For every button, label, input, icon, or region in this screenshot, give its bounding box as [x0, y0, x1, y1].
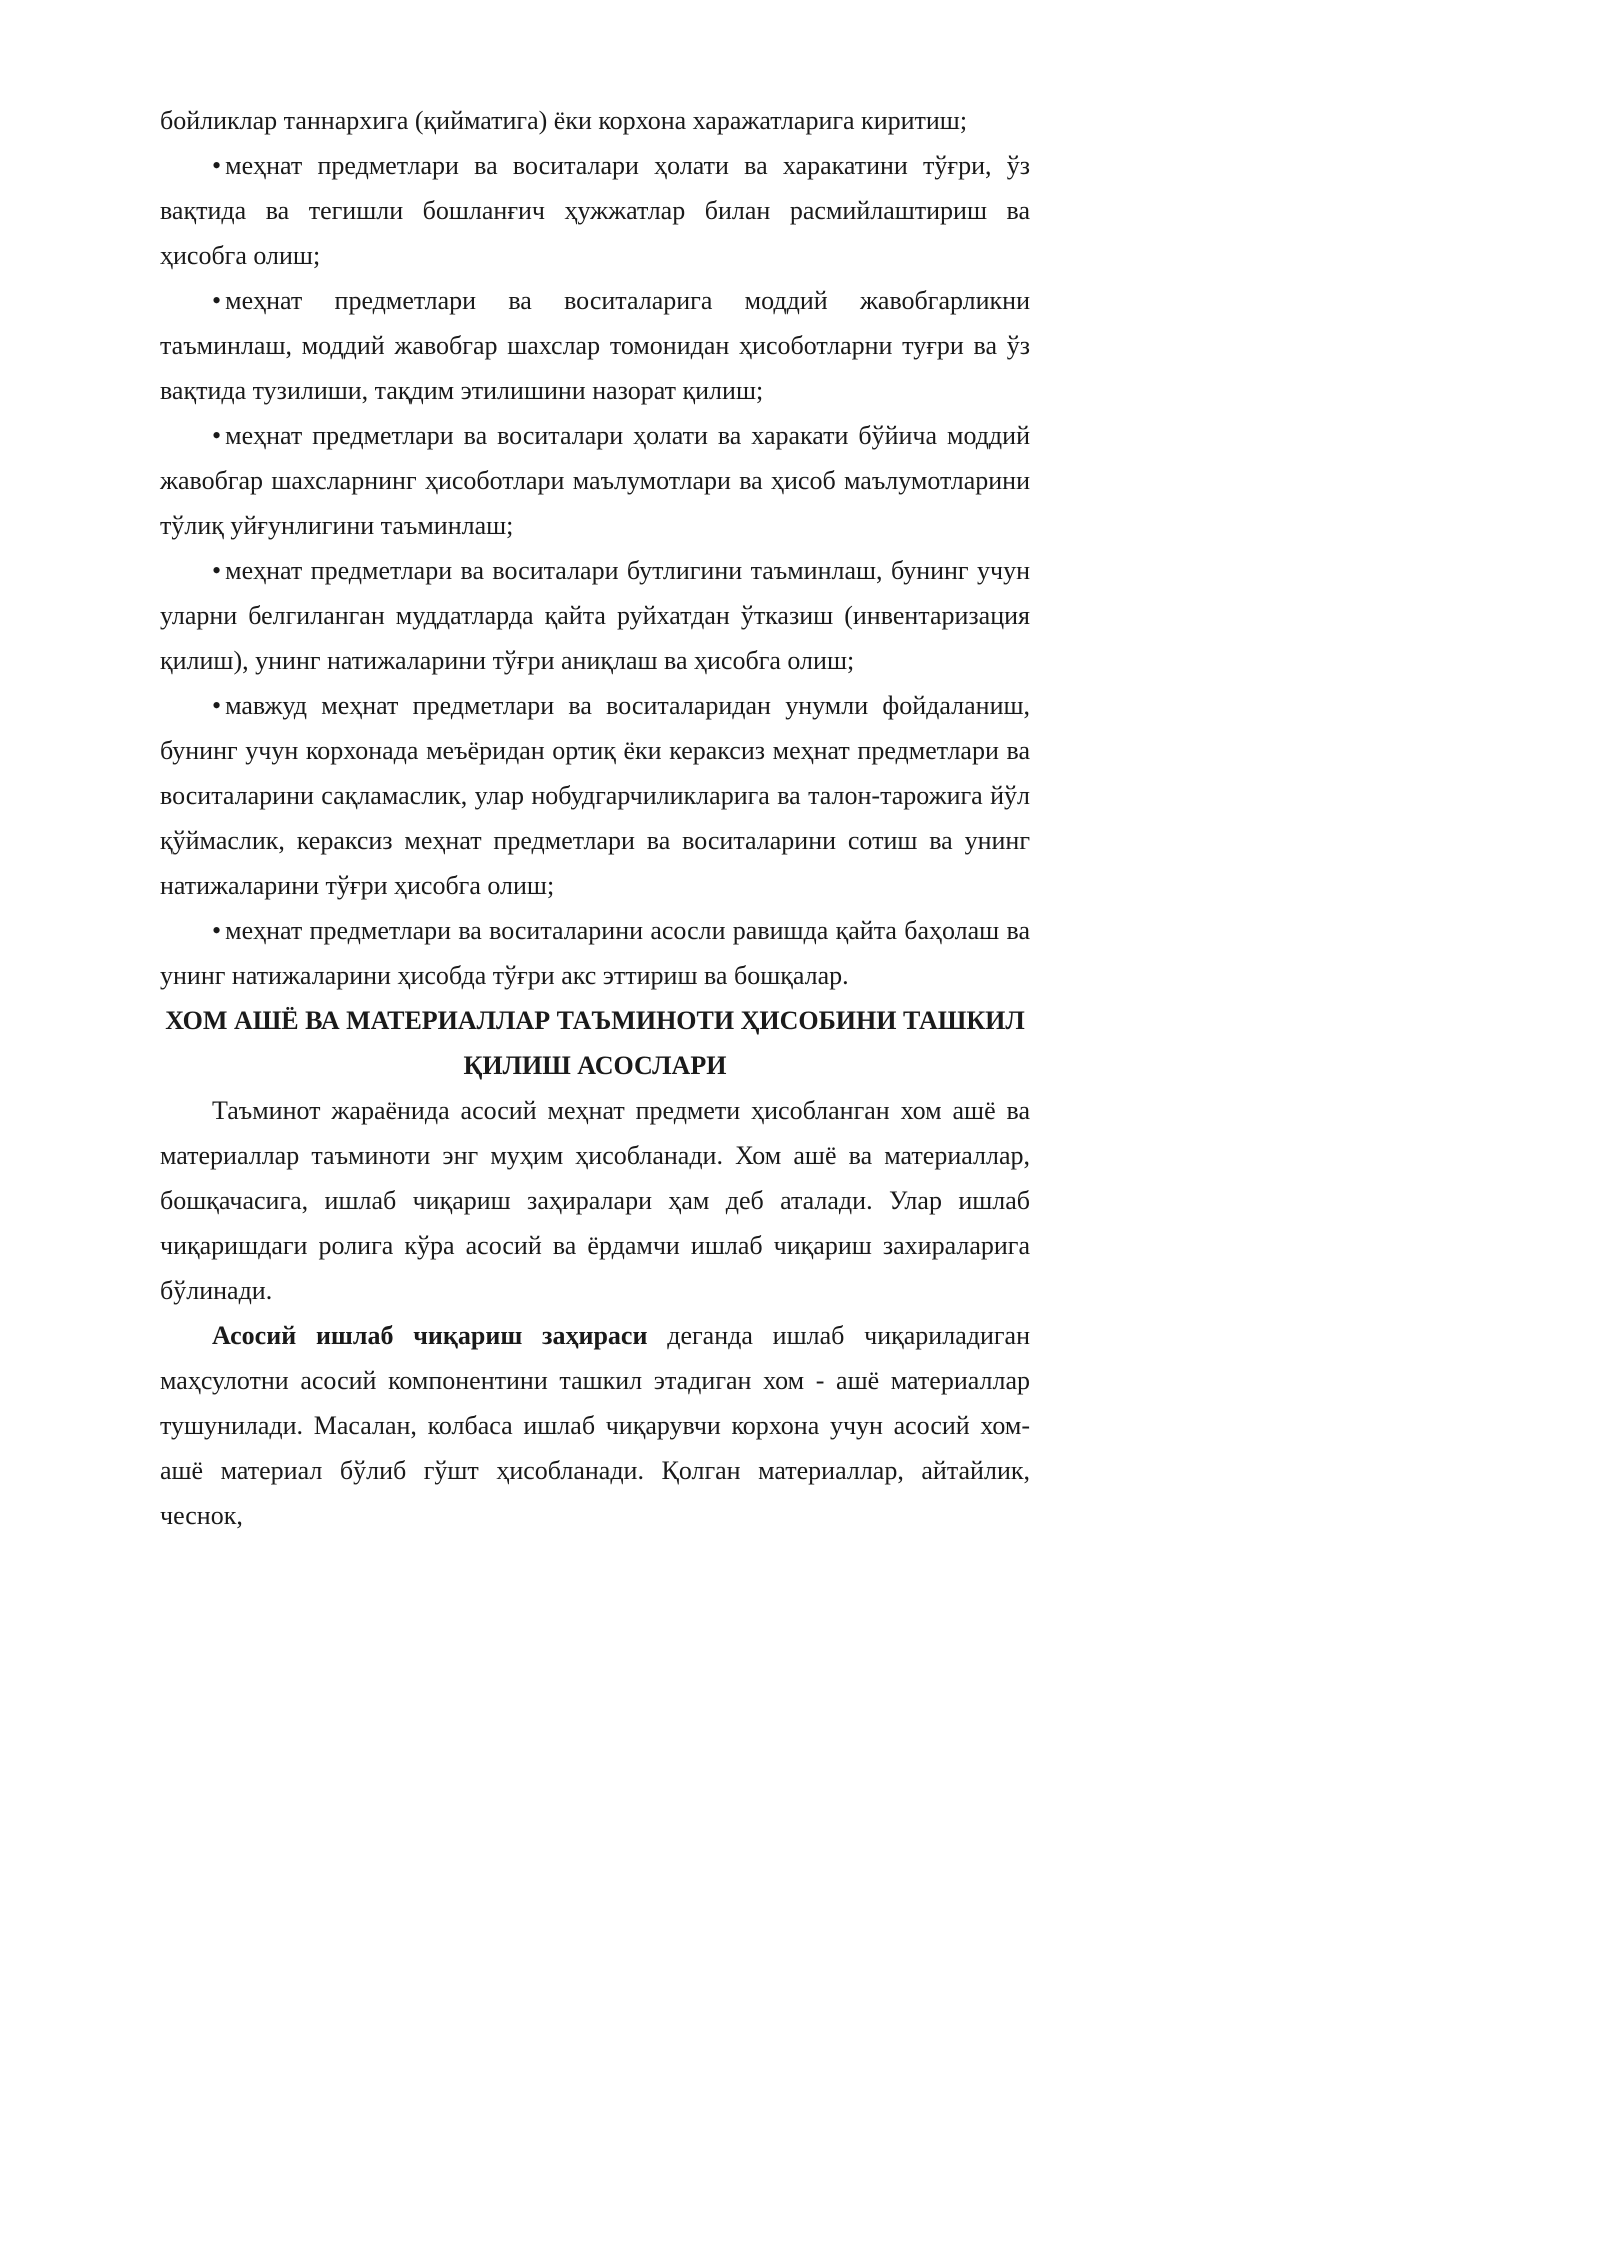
body-paragraph-2	[160, 1313, 1030, 1538]
body-paragraph-1: Таъминот жараёнида асосий меҳнат предмети ҳисобланган хом ашё ва материаллар таъминоти энг муҳим ҳисобланади. Хом ашё ва материаллар, бошқачасига, ишлаб чиқариш заҳиралари ҳам деб аталади. Улар ишлаб чиқаришдаги ролига кўра асосий ва ёрдамчи ишлаб чиқариш захираларига бўлинади.	[160, 1096, 1030, 1305]
document-page	[160, 98, 1030, 1538]
bullet-text: меҳнат предметлари ва воситаларини асосли равишда қайта баҳолаш ва унинг натижаларини ҳисобда тўғри акс эттириш ва бошқалар.	[160, 916, 1030, 990]
bullet-item	[160, 908, 1030, 998]
bullet-icon: •	[212, 151, 222, 180]
bullet-item	[160, 143, 1030, 278]
bullet-icon: •	[212, 556, 222, 585]
bullet-icon: •	[212, 691, 222, 720]
bullet-item	[160, 683, 1030, 908]
bullet-text: меҳнат предметлари ва воситалари ҳолати ва харакати бўйича моддий жавобгар шахсларнинг ҳисоботлари маълумотлари ва ҳисоб маълумотларини тўлиқ уйғунлигини таъминлаш;	[160, 421, 1030, 540]
bullet-icon: •	[212, 916, 222, 945]
bullet-text: меҳнат предметлари ва воситалари ҳолати ва харакатини тўғри, ўз вақтида ва тегишли бошланғич ҳужжатлар билан расмийлаштириш ва ҳисобга олиш;	[160, 151, 1030, 270]
paragraph2-text: деганда ишлаб чиқариладиган маҳсулотни асосий компонентини ташкил этадиган хом - ашё материаллар тушунилади. Масалан, колбаса ишлаб чиқарувчи корхона учун асосий хом-ашё материал бўлиб гўшт ҳисобланади. Қолган материаллар, айтайлик, чеснок,	[160, 1321, 1030, 1530]
bullet-item	[160, 413, 1030, 548]
bullet-item	[160, 548, 1030, 683]
section-heading-line1: ХОМ АШЁ ВА МАТЕРИАЛЛАР ТАЪМИНОТИ ҲИСОБИНИ ТАШКИЛ	[165, 1006, 1025, 1035]
bullet-icon: •	[212, 286, 222, 315]
bullet-text: мавжуд меҳнат предметлари ва воситаларидан унумли фойдаланиш, бунинг учун корхонада меъёридан ортиқ ёки кераксиз меҳнат предметлари ва воситаларини сақламаслик, улар нобудгарчиликларига ва талон-тарожига йўл қўймаслик, кераксиз меҳнат предметлари ва воситаларини сотиш ва унинг натижаларини тўғри ҳисобга олиш;	[160, 691, 1030, 900]
bullet-text: меҳнат предметлари ва воситаларига моддий жавобгарликни таъминлаш, моддий жавобгар шахслар томонидан ҳисоботларни туғри ва ўз вақтида тузилиши, тақдим этилишини назорат қилиш;	[160, 286, 1030, 405]
bullet-icon: •	[212, 421, 222, 450]
bullet-text: меҳнат предметлари ва воситалари бутлигини таъминлаш, бунинг учун уларни белгиланган муддатларда қайта руйхатдан ўтказиш (инвентаризация қилиш), унинг натижаларини тўғри аниқлаш ва ҳисобга олиш;	[160, 556, 1030, 675]
term-bold: Асосий ишлаб чиқариш заҳираси	[212, 1321, 648, 1350]
lead-paragraph: бойликлар таннархига (қийматига) ёки корхона харажатларига киритиш;	[160, 106, 968, 135]
section-heading-line2: ҚИЛИШ АСОСЛАРИ	[463, 1051, 727, 1080]
bullet-item	[160, 278, 1030, 413]
